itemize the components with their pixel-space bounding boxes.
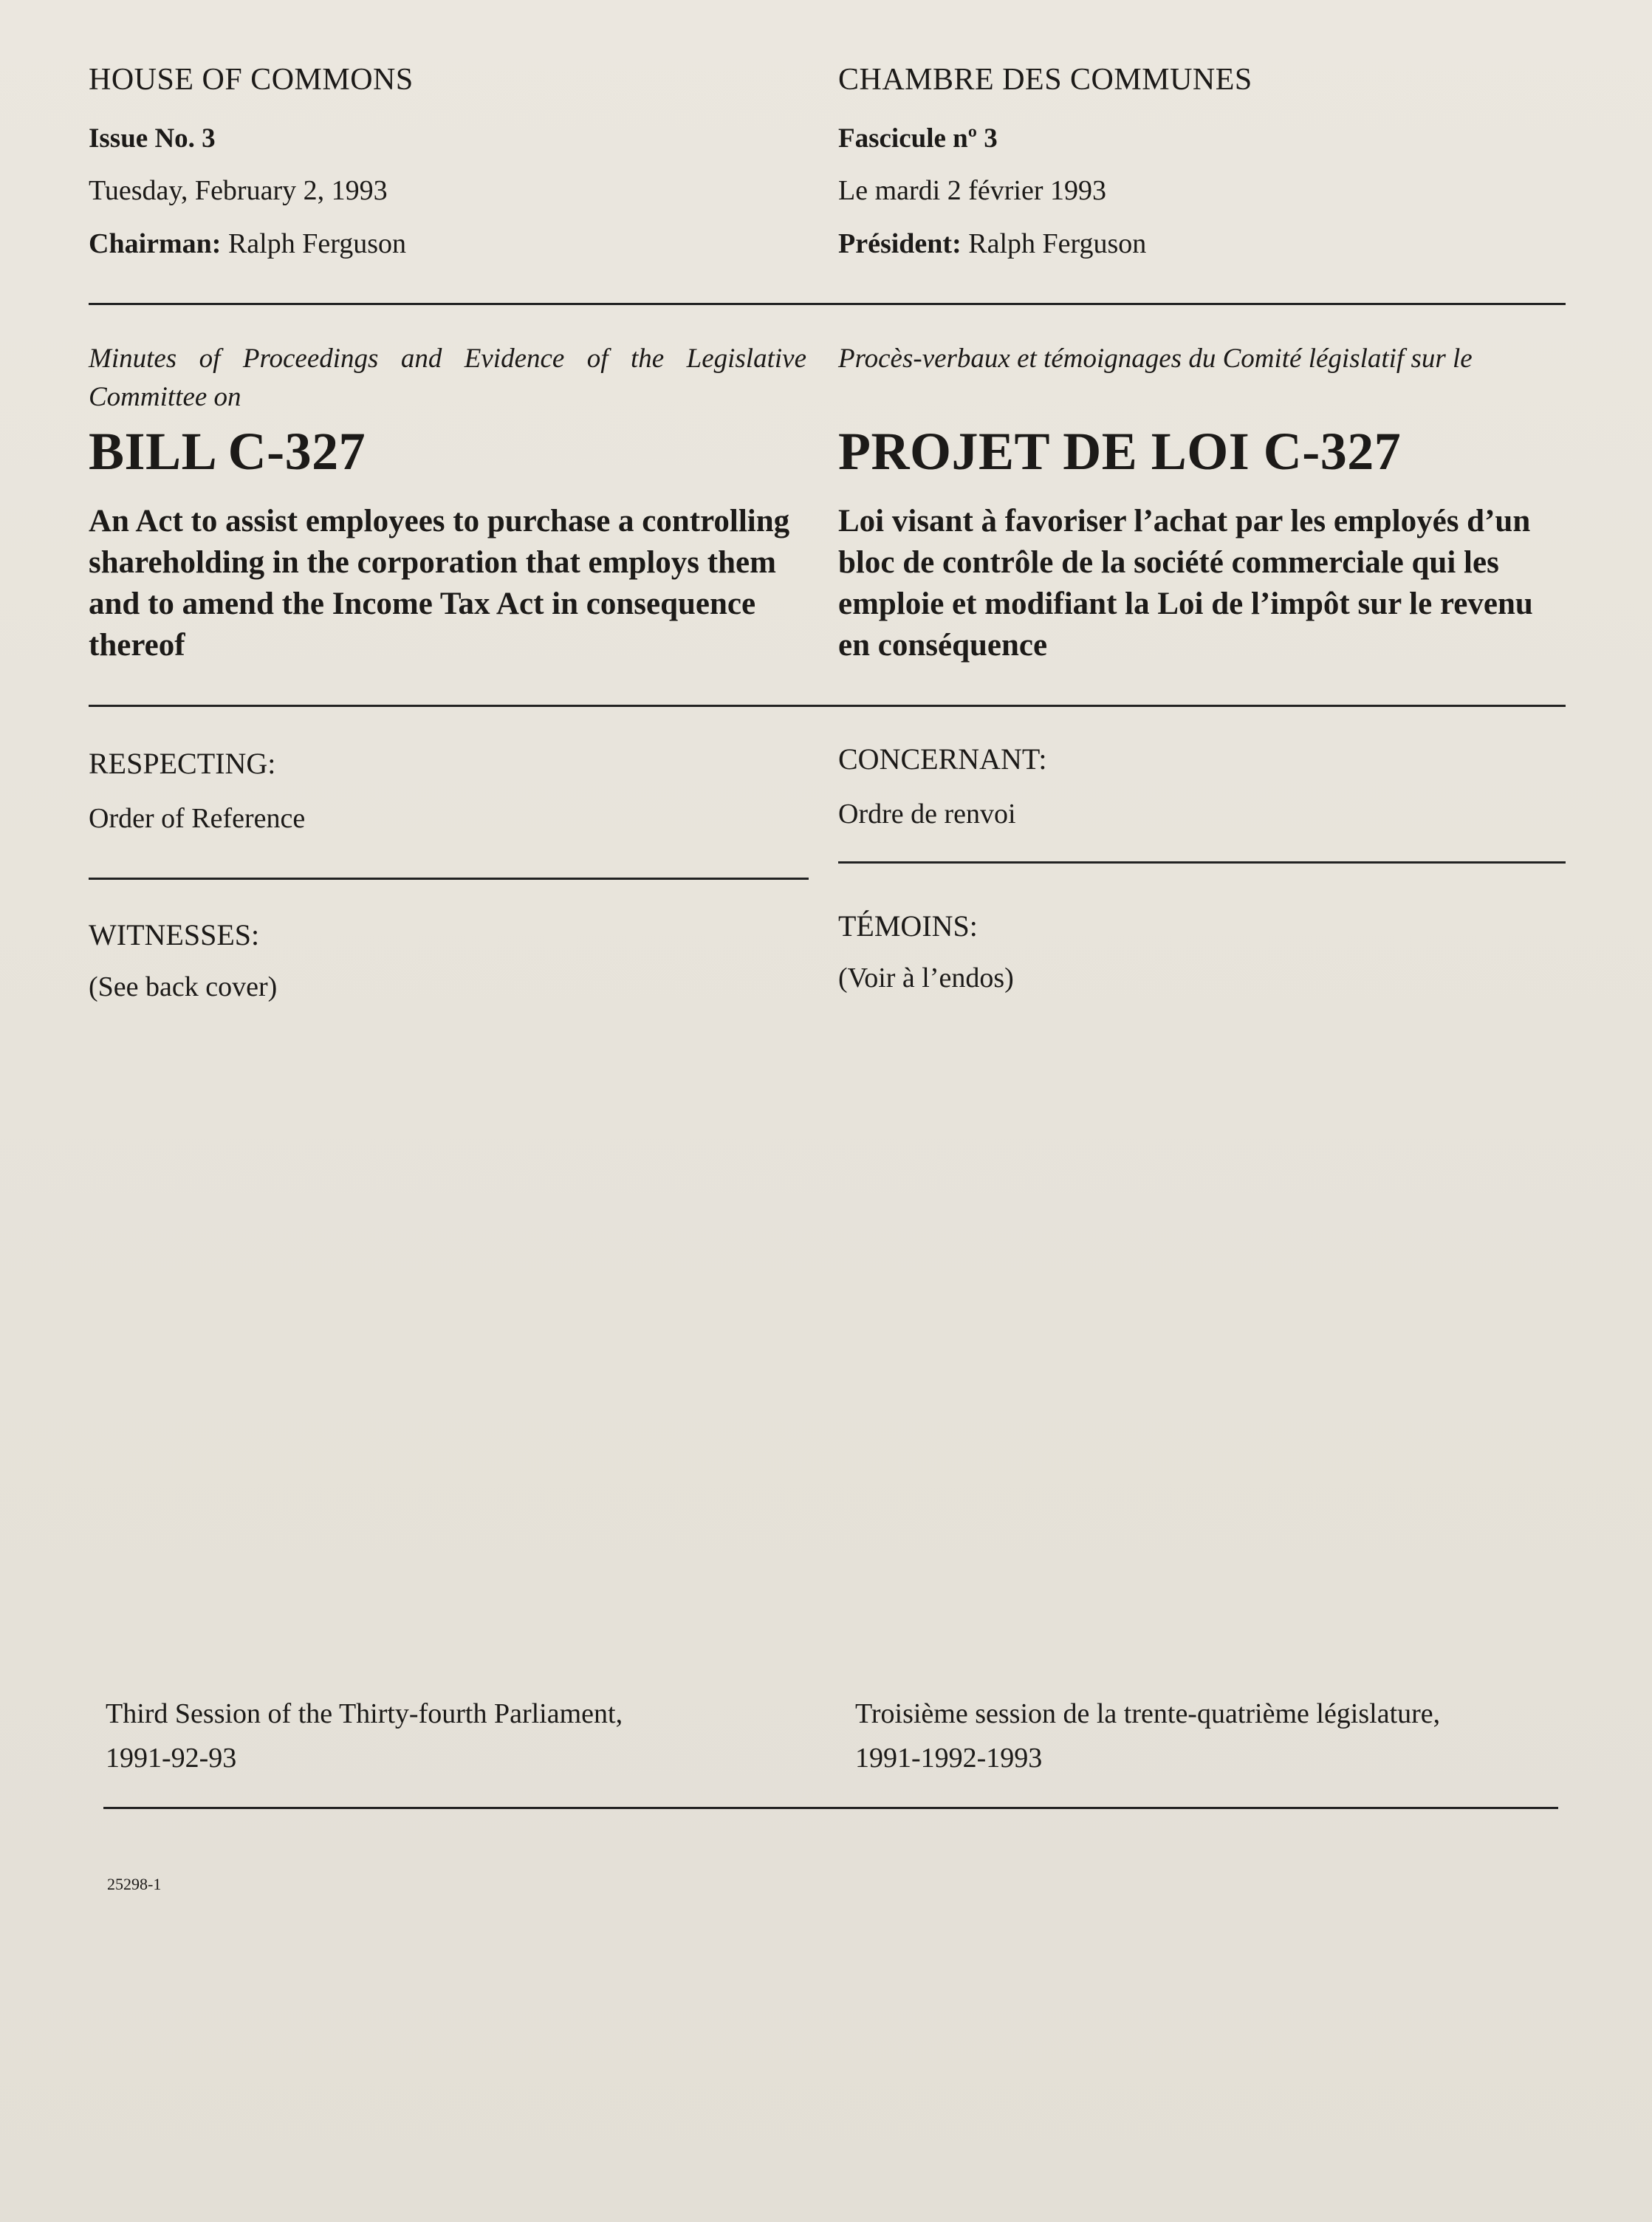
act-description: An Act to assist employees to purchase a controlling shareholding in the corporation that employs them and to amend the Income Tax Act in consequence thereof (89, 504, 790, 663)
session-line-1: Third Session of the Thirty-fourth Parliament, (106, 1698, 623, 1729)
session-line-1: Troisième session de la trente-quatrième législature, (855, 1698, 1441, 1729)
divider-session (103, 1807, 1558, 1809)
witnesses-label: WITNESSES: (89, 918, 260, 951)
bill-title: PROJET DE LOI C-327 (838, 422, 1402, 481)
respecting-label: RESPECTING: (89, 747, 276, 780)
issue-number: Fascicule nº 3 (838, 123, 998, 154)
divider-title (89, 705, 1566, 707)
session-line-2: 1991-1992-1993 (855, 1743, 1043, 1774)
respecting-label: CONCERNANT: (838, 742, 1047, 776)
session-line-2: 1991-92-93 (106, 1743, 237, 1774)
divider-respecting-right (838, 861, 1566, 864)
house-title: CHAMBRE DES COMMUNES (838, 63, 1252, 97)
respecting-value: Order of Reference (89, 803, 306, 834)
divider-respecting-left (89, 878, 809, 880)
witnesses-label: TÉMOINS: (838, 909, 978, 943)
witnesses-value: (See back cover) (89, 971, 278, 1002)
act-description: Loi visant à favoriser l’achat par les employés d’un bloc de contrôle de la société commerciale qui les emploie et modifiant la Loi de l’impôt sur le revenu en conséquence (838, 504, 1533, 663)
issue-number: Issue No. 3 (89, 123, 216, 154)
respecting-value: Ordre de renvoi (838, 799, 1016, 830)
chairman-name: Ralph Ferguson (227, 228, 406, 259)
meeting-date: Le mardi 2 février 1993 (838, 175, 1106, 206)
bill-title: BILL C-327 (89, 422, 366, 481)
session-info (855, 1692, 1440, 1780)
witnesses-value: (Voir à l’endos) (838, 963, 1014, 994)
minutes-heading: Minutes of Proceedings and Evidence of the Legislative Committee on (89, 343, 806, 412)
meeting-date: Tuesday, February 2, 1993 (89, 175, 388, 206)
chairman (838, 228, 1146, 260)
chairman (89, 228, 406, 260)
session-info (106, 1692, 623, 1780)
divider-header (89, 303, 1566, 305)
minutes-heading: Procès-verbaux et témoignages du Comité législatif sur le (838, 343, 1473, 374)
print-code: 25298-1 (107, 1875, 162, 1893)
house-title: HOUSE OF COMMONS (89, 63, 414, 97)
chairman-name: Ralph Ferguson (968, 228, 1147, 259)
chairman-label: Chairman: (89, 228, 222, 259)
chairman-label: Président: (838, 228, 962, 259)
